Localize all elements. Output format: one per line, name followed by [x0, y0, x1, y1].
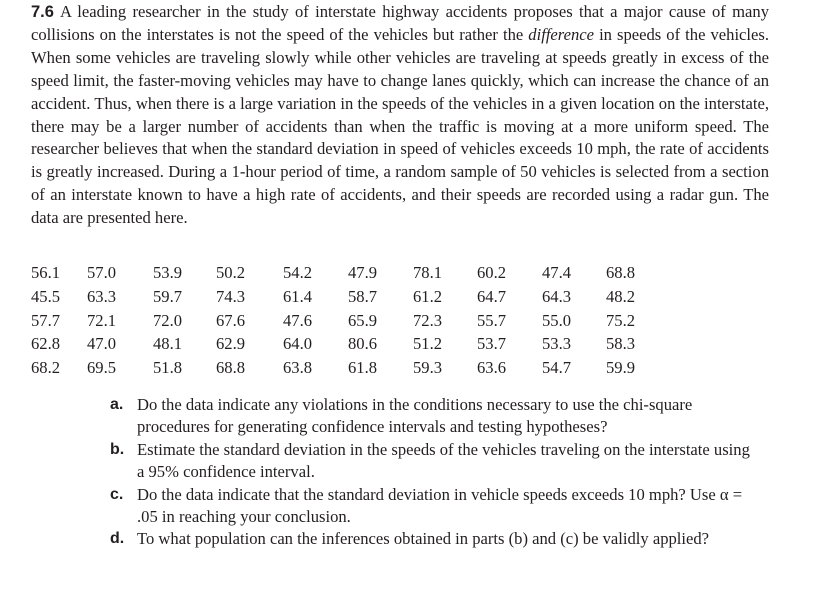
question-part-text: Do the data indicate that the standard deviation in vehicle speeds exceeds 10 mph? Use α = .05 in reaching your conclusion.	[137, 484, 743, 527]
table-cell: 47.6	[283, 310, 313, 330]
table-cell: 48.1	[153, 334, 183, 354]
question-part-label: b.	[110, 440, 125, 458]
table-cell: 78.1	[413, 263, 443, 282]
table-cell: 72.0	[153, 310, 183, 330]
question-part-text: Estimate the standard deviation in the speeds of the vehicles traveling on the interstate using a 95% confidence interval.	[137, 439, 750, 482]
table-cell: 53.3	[542, 334, 572, 354]
table-cell: 72.1	[87, 310, 117, 330]
table-cell: 68.2	[31, 358, 61, 378]
table-cell: 51.8	[153, 358, 183, 378]
question-part-label: c.	[110, 485, 124, 503]
question-part-text: Do the data indicate any violations in the conditions necessary to use the chi-square procedures for generating confidence intervals and testing hypotheses?	[137, 395, 693, 437]
question-part	[110, 528, 750, 550]
table-row	[31, 356, 668, 380]
table-cell: 47.9	[348, 263, 378, 282]
table-cell: 57.7	[31, 310, 61, 330]
table-cell: 72.3	[413, 310, 443, 330]
problem-statement	[31, 1, 769, 230]
table-cell: 47.0	[87, 334, 117, 354]
table-cell: 60.2	[477, 263, 507, 282]
table-cell: 62.8	[31, 334, 61, 354]
table-cell: 75.2	[606, 310, 636, 330]
table-row	[31, 332, 668, 356]
table-cell: 56.1	[31, 263, 61, 282]
problem-emphasis: difference	[528, 24, 595, 44]
table-cell: 64.0	[283, 334, 313, 354]
problem-text-start: A leading researcher in the study of interstate highway accidents proposes that a major cause of many collisions on the interstates is not the speed of the vehicles but rather the	[31, 2, 769, 44]
table-cell: 63.6	[477, 358, 507, 378]
question-part	[110, 439, 750, 484]
table-cell: 59.7	[153, 286, 183, 306]
table-cell: 80.6	[348, 334, 378, 354]
question-parts	[110, 394, 750, 551]
table-cell: 63.3	[87, 286, 117, 306]
table-cell: 68.8	[216, 358, 246, 378]
table-cell: 67.6	[216, 310, 246, 330]
table-cell: 61.4	[283, 286, 313, 306]
problem-number: 7.6	[31, 3, 54, 21]
question-part-text: To what population can the inferences obtained in parts (b) and (c) be validly applied?	[137, 529, 710, 549]
table-row	[31, 285, 668, 309]
table-cell: 53.9	[153, 263, 183, 282]
table-cell: 74.3	[216, 286, 246, 306]
table-cell: 59.9	[606, 358, 636, 378]
table-cell: 61.8	[348, 358, 378, 378]
table-cell: 55.7	[477, 310, 507, 330]
table-cell: 64.3	[542, 286, 572, 306]
problem-text-end: in speeds of the vehicles. When some vehicles are traveling slowly while other vehicles are traveling at speeds greatly in excess of the speed limit, the faster-moving vehicles may have to change lanes quickly, which can increase the chance of an accident. Thus, when there is a large variation in the speeds of the vehicles in a given location on the interstate, there may be a larger number of accidents than when the traffic is moving at a more uniform speed. The researcher believes that when the standard deviation in speed of vehicles exceeds 10 mph, the rate of accidents is greatly increased. During a 1-hour period of time, a random sample of 50 vehicles is selected from a section of an interstate known to have a high rate of accidents, and their speeds are recorded using a radar gun. The data are presented here.	[31, 24, 769, 228]
table-cell: 50.2	[216, 263, 246, 282]
table-cell: 53.7	[477, 334, 507, 354]
table-cell: 62.9	[216, 334, 246, 354]
table-cell: 48.2	[606, 286, 636, 306]
table-row	[31, 261, 668, 285]
table-cell: 68.8	[606, 263, 636, 282]
question-part-label: d.	[110, 530, 125, 548]
table-cell: 59.3	[413, 358, 443, 378]
table-cell: 63.8	[283, 358, 313, 378]
question-part-label: a.	[110, 396, 124, 413]
table-cell: 65.9	[348, 310, 378, 330]
table-cell: 54.7	[542, 358, 572, 378]
table-cell: 69.5	[87, 358, 117, 378]
table-cell: 57.0	[87, 263, 117, 282]
table-cell: 64.7	[477, 286, 507, 306]
table-cell: 51.2	[413, 334, 443, 354]
table-cell: 54.2	[283, 263, 313, 282]
table-cell: 61.2	[413, 286, 443, 306]
speed-data-table	[31, 261, 668, 380]
question-part	[110, 484, 750, 529]
table-row	[31, 309, 668, 333]
table-cell: 45.5	[31, 286, 61, 306]
table-cell: 58.7	[348, 286, 378, 306]
question-part	[110, 394, 750, 439]
table-cell: 58.3	[606, 334, 636, 354]
table-cell: 47.4	[542, 263, 572, 282]
table-cell: 55.0	[542, 310, 572, 330]
